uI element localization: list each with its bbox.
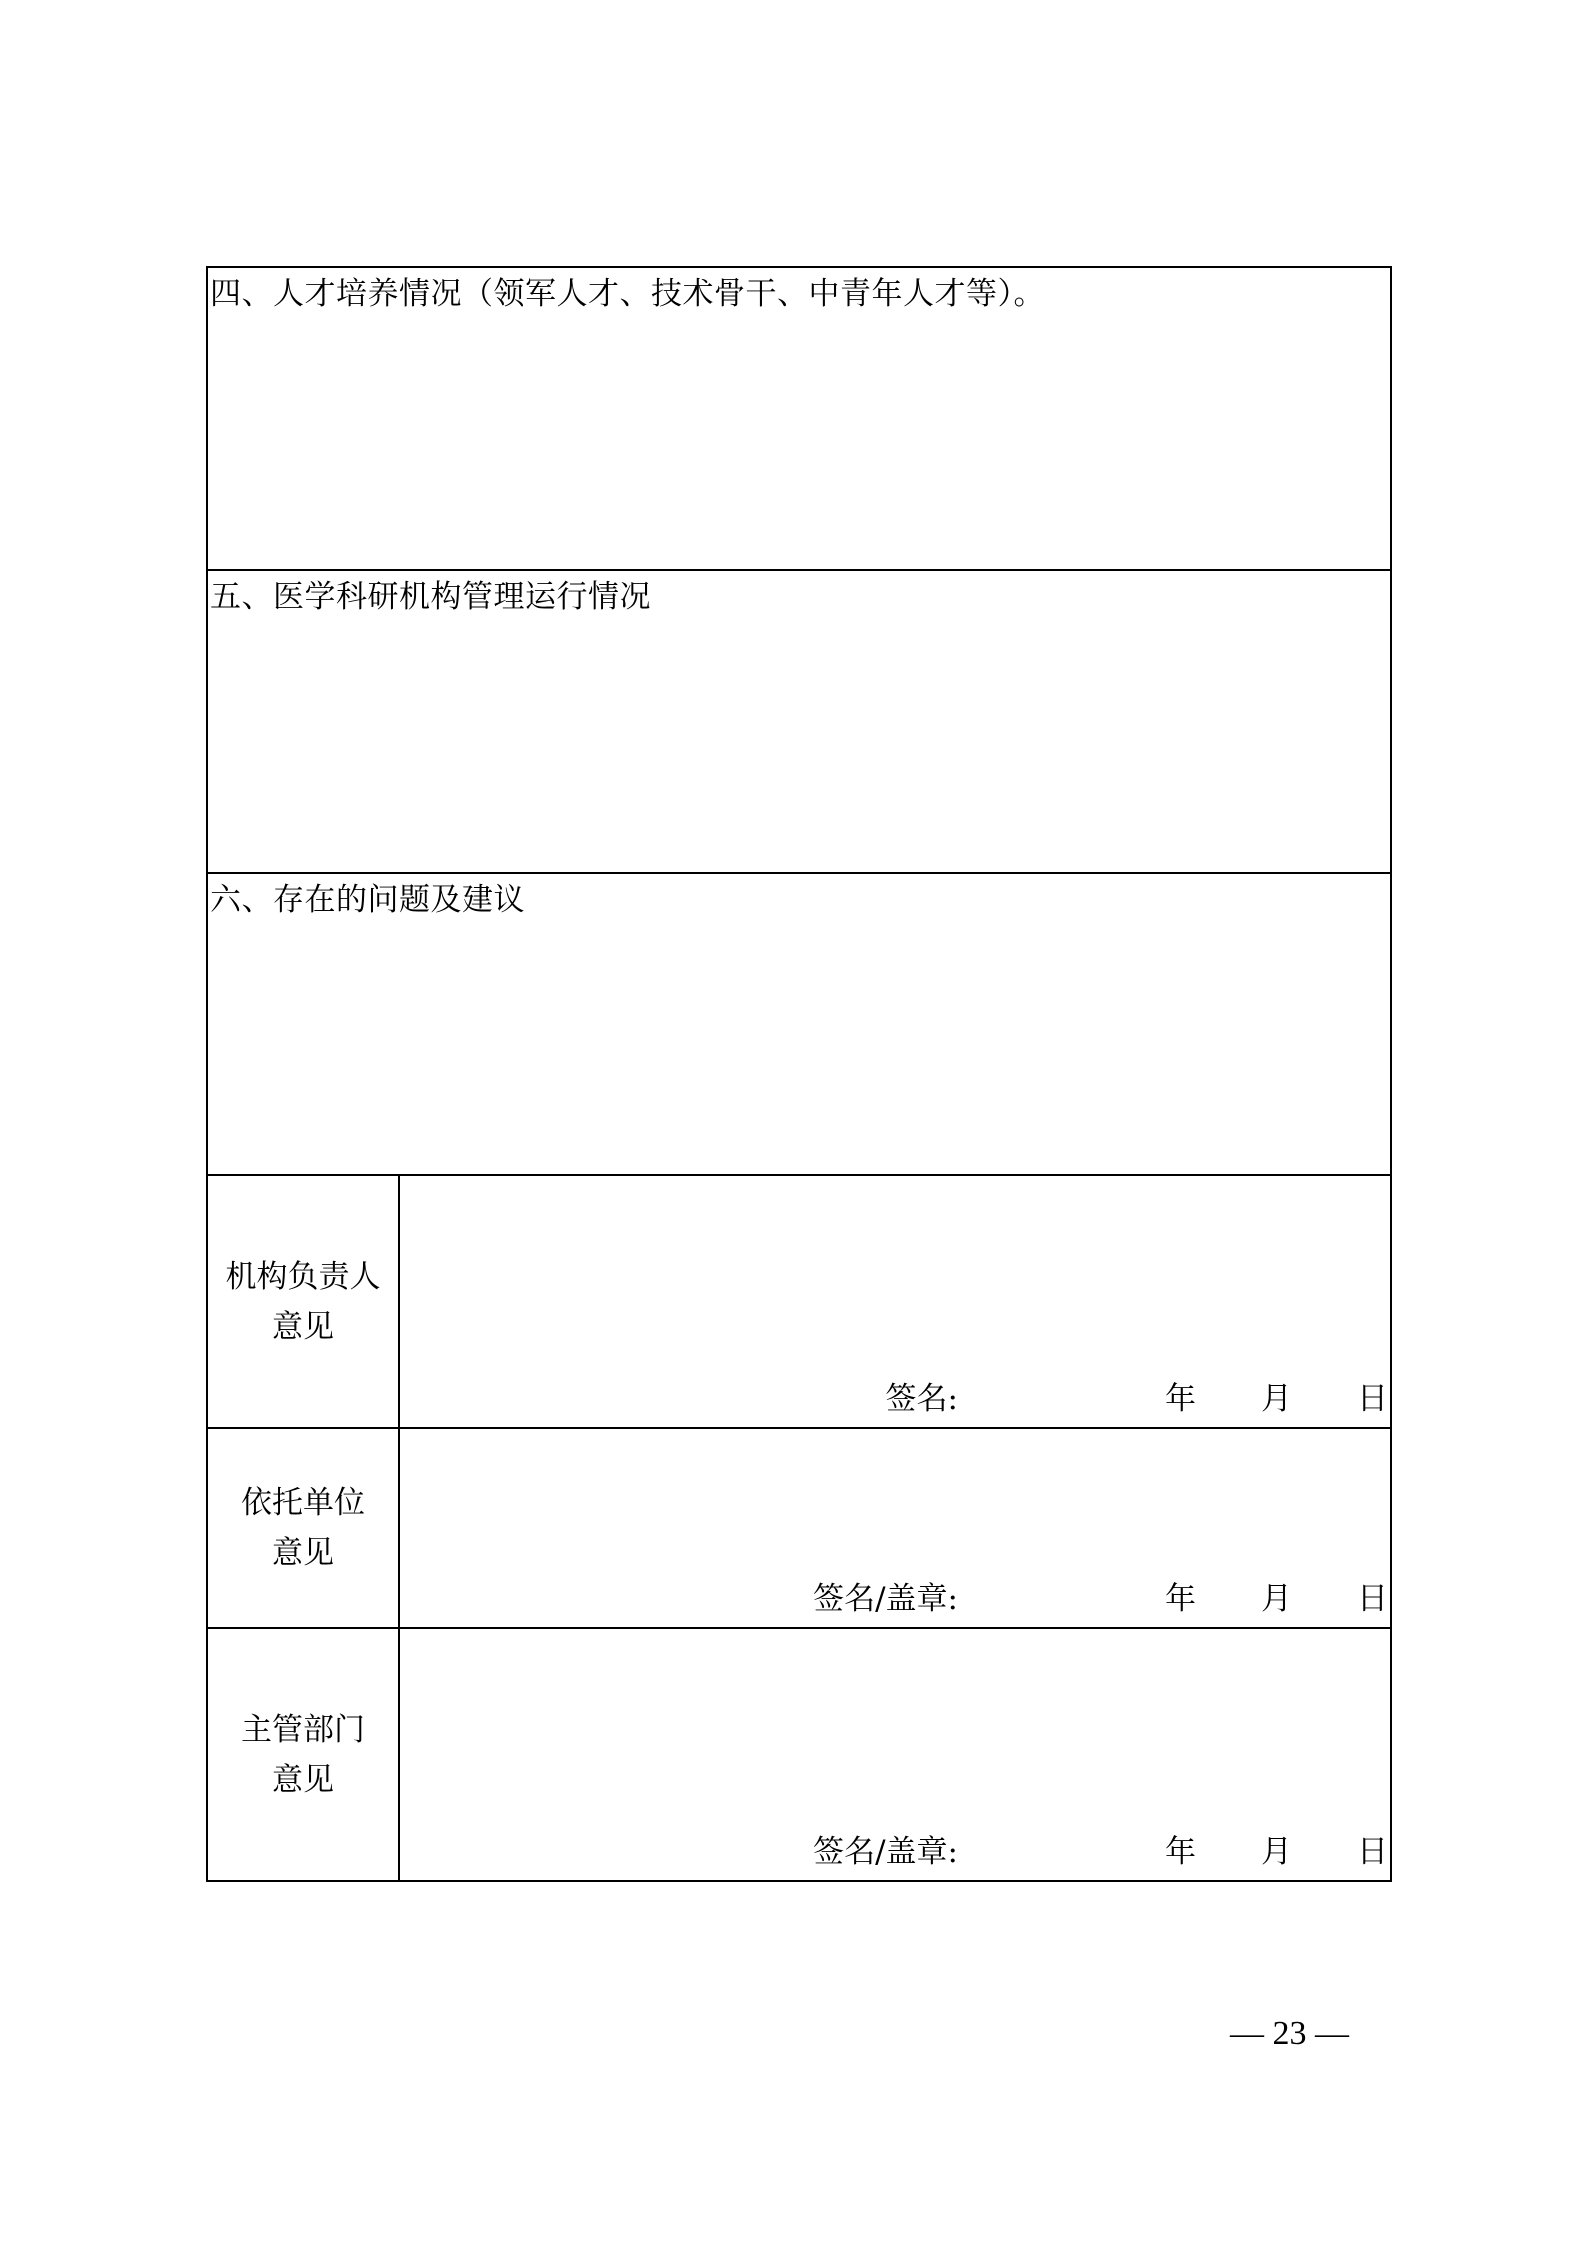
- date-day-label: 日: [1357, 1581, 1388, 1618]
- page-number: — 23 —: [1230, 2015, 1349, 2052]
- opinion-label-line1: 机构负责人: [225, 1258, 381, 1295]
- opinion-label-dept: [207, 1628, 399, 1881]
- head-opinion-field[interactable]: [399, 1175, 1391, 1428]
- report-form-table: [206, 266, 1392, 1882]
- date-year-label: 年: [1165, 1581, 1196, 1618]
- section-title-talent-training: 四、人才培养情况（领军人才、技术骨干、中青年人才等）。: [210, 276, 1045, 312]
- talent-training-field[interactable]: [207, 267, 1391, 570]
- opinion-row-dept: [207, 1628, 1391, 1881]
- date-day-label: 日: [1357, 1834, 1388, 1870]
- signature-label: 签名:: [885, 1380, 958, 1417]
- unit-opinion-field[interactable]: [399, 1428, 1391, 1628]
- section-title-management: 五、医学科研机构管理运行情况: [210, 578, 651, 615]
- issues-suggestions-field[interactable]: [207, 873, 1391, 1176]
- opinion-label-line1: 主管部门: [241, 1711, 365, 1748]
- opinion-label-line1: 依托单位: [241, 1485, 365, 1522]
- opinion-row-head: [207, 1175, 1391, 1428]
- date-year-label: 年: [1165, 1380, 1196, 1417]
- signature-seal-label: 签名/盖章:: [813, 1834, 958, 1870]
- date-month-label: 月: [1261, 1380, 1292, 1417]
- section-row-talent: [207, 267, 1391, 570]
- opinion-label-line2: 意见: [272, 1761, 334, 1798]
- opinion-row-unit: [207, 1428, 1391, 1628]
- section-row-management: [207, 570, 1391, 873]
- section-title-issues: 六、存在的问题及建议: [210, 881, 525, 918]
- dept-opinion-field[interactable]: [399, 1628, 1391, 1881]
- section-row-issues: [207, 873, 1391, 1176]
- opinion-label-line2: 意见: [272, 1308, 334, 1345]
- date-day-label: 日: [1357, 1380, 1388, 1417]
- date-month-label: 月: [1261, 1834, 1292, 1870]
- opinion-label-unit: [207, 1428, 399, 1628]
- signature-seal-label: 签名/盖章:: [813, 1581, 958, 1618]
- date-month-label: 月: [1261, 1581, 1292, 1618]
- opinion-label-line2: 意见: [272, 1535, 334, 1572]
- opinion-label-head: [207, 1175, 399, 1428]
- management-operation-field[interactable]: [207, 570, 1391, 873]
- date-year-label: 年: [1165, 1834, 1196, 1870]
